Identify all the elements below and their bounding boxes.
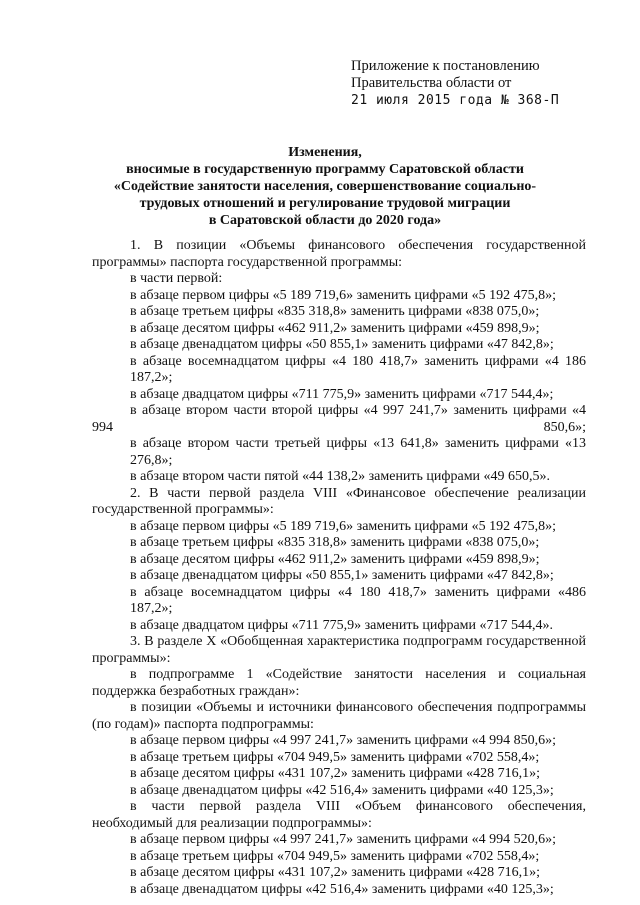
paragraph: в части первой раздела VIII «Объем финансового обеспечения, необходимый для реализации подпрограммы»: <box>92 799 586 831</box>
paragraph: в абзаце третьем цифры «835 318,8» заменить цифрами «838 075,0»; <box>130 304 540 319</box>
paragraph: в позиции «Объемы и источники финансового обеспечения подпрограммы (по годам)» паспорта подпрограммы: <box>92 700 586 732</box>
paragraph: в абзаце первом цифры «4 997 241,7» заменить цифрами «4 994 850,6»; <box>130 733 556 748</box>
paragraph: в абзаце третьем цифры «835 318,8» заменить цифрами «838 075,0»; <box>130 535 540 550</box>
paragraph: в абзаце двенадцатом цифры «50 855,1» заменить цифрами «47 842,8»; <box>130 568 554 583</box>
paragraph: 3. В разделе X «Обобщенная характеристика подпрограмм государственной программы»: <box>92 634 586 666</box>
annex-header-date-number: 21 июля 2015 года № 368-П <box>351 93 560 108</box>
title-line: трудовых отношений и регулирование трудовой миграции <box>139 196 511 211</box>
title-line: Изменения, <box>288 145 362 160</box>
paragraph: в абзаце третьем цифры «704 949,5» заменить цифрами «702 558,4»; <box>130 749 540 765</box>
paragraph: в подпрограмме 1 «Содействие занятости населения и социальная поддержка безработных граждан»: <box>92 667 586 699</box>
paragraph: в абзаце восемнадцатом цифры «4 180 418,7» заменить цифрами «4 186 187,2»; <box>130 353 586 385</box>
title-line: вносимые в государственную программу Саратовской области <box>126 162 524 177</box>
paragraph: в абзаце десятом цифры «462 911,2» заменить цифрами «459 898,9»; <box>130 551 540 567</box>
paragraph: 1. В позиции «Объемы финансового обеспечения государственной программы» паспорта государственной программы: <box>92 238 586 270</box>
paragraph: в абзаце десятом цифры «431 107,2» заменить цифрами «428 716,1»; <box>130 865 541 880</box>
title-line: в Саратовской области до 2020 года» <box>208 213 442 228</box>
paragraph: в абзаце втором части второй цифры «4 997 241,7» заменить цифрами «4 994 850,6»; <box>92 403 586 435</box>
paragraph: в абзаце двенадцатом цифры «42 516,4» заменить цифрами «40 125,3»; <box>130 782 554 798</box>
title-line: «Содействие занятости населения, совершенствование социально- <box>113 179 537 194</box>
paragraph: в абзаце двадцатом цифры «711 775,9» заменить цифрами «717 544,4»; <box>130 386 554 402</box>
paragraph: в абзаце втором части пятой «44 138,2» заменить цифрами «49 650,5». <box>130 469 551 484</box>
paragraph: в абзаце втором части третьей цифры «13 641,8» заменить цифрами «13 276,8»; <box>130 436 586 468</box>
paragraph: в абзаце первом цифры «4 997 241,7» заменить цифрами «4 994 520,6»; <box>130 832 556 847</box>
paragraph: в абзаце первом цифры «5 189 719,6» заменить цифрами «5 192 475,8»; <box>130 518 556 534</box>
annex-header <box>351 58 621 109</box>
paragraph: в абзаце двенадцатом цифры «42 516,4» заменить цифрами «40 125,3»; <box>130 881 554 897</box>
paragraph: в части первой: <box>130 271 223 286</box>
paragraph: в абзаце двенадцатом цифры «50 855,1» заменить цифрами «47 842,8»; <box>130 337 554 352</box>
paragraph: в абзаце восемнадцатом цифры «4 180 418,7» заменить цифрами «486 187,2»; <box>130 584 586 616</box>
paragraph: в абзаце третьем цифры «704 949,5» заменить цифрами «702 558,4»; <box>130 848 540 864</box>
paragraph: в абзаце двадцатом цифры «711 775,9» заменить цифрами «717 544,4». <box>130 617 554 633</box>
annex-header-line: Приложение к постановлению <box>351 58 540 74</box>
paragraph: в абзаце десятом цифры «462 911,2» заменить цифрами «459 898,9»; <box>130 320 540 336</box>
paragraph: в абзаце первом цифры «5 189 719,6» заменить цифрами «5 192 475,8»; <box>130 287 556 303</box>
document-body <box>92 238 586 898</box>
paragraph: 2. В части первой раздела VIII «Финансовое обеспечение реализации государственной программы»: <box>92 485 586 517</box>
annex-header-line: Правительства области от <box>351 75 512 91</box>
document-title <box>90 144 560 229</box>
paragraph: в абзаце десятом цифры «431 107,2» заменить цифрами «428 716,1»; <box>130 766 541 781</box>
